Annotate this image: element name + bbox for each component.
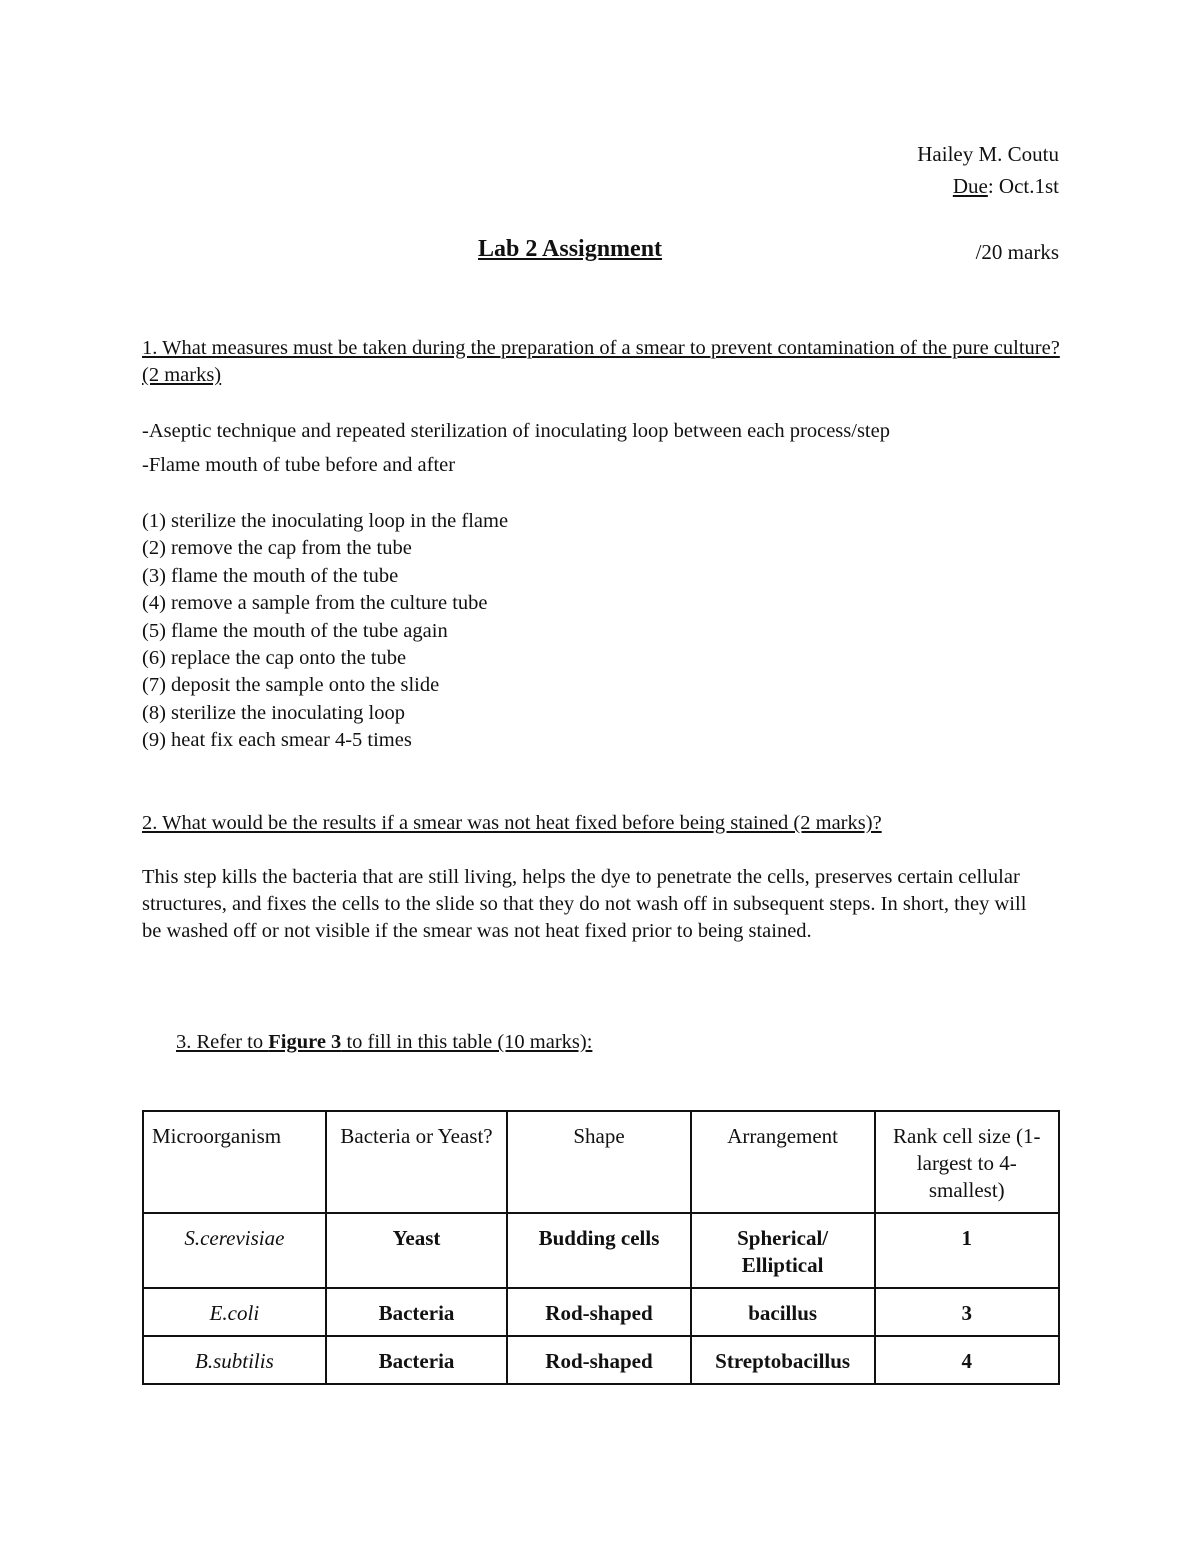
table-row bbox=[143, 1336, 1059, 1384]
table-cell-rank: 3 bbox=[875, 1288, 1059, 1336]
question-3-suffix: to fill in this table (10 marks): bbox=[341, 1031, 593, 1053]
table-cell-type: Bacteria bbox=[326, 1336, 507, 1384]
header-shape: Shape bbox=[507, 1111, 690, 1213]
header-type: Bacteria or Yeast? bbox=[326, 1111, 507, 1213]
due-label: Due bbox=[952, 174, 988, 198]
step-item: (3) flame the mouth of the tube bbox=[142, 564, 399, 587]
header-rank: Rank cell size (1-largest to 4-smallest) bbox=[875, 1111, 1059, 1213]
table-row bbox=[143, 1213, 1059, 1288]
due-date-value: : Oct.1st bbox=[987, 174, 1059, 198]
question-2: 2. What would be the results if a smear was not heat fixed before being stained (2 marks)? bbox=[142, 812, 882, 834]
table-cell-shape: Rod-shaped bbox=[507, 1288, 690, 1336]
procedure-steps bbox=[142, 508, 508, 755]
step-item: (5) flame the mouth of the tube again bbox=[142, 619, 448, 642]
question-3-prefix: 3. Refer to bbox=[176, 1031, 269, 1053]
figure-reference: Figure 3 bbox=[268, 1031, 342, 1053]
total-marks: /20 marks bbox=[975, 240, 1059, 264]
step-item: (9) heat fix each smear 4-5 times bbox=[142, 729, 412, 752]
table-cell-type: Yeast bbox=[326, 1213, 507, 1288]
table-cell-organism: S.cerevisiae bbox=[143, 1213, 326, 1288]
student-name: Hailey M. Coutu bbox=[917, 142, 1059, 166]
results-table bbox=[142, 1110, 1060, 1385]
answer-2: This step kills the bacteria that are still living, helps the dye to penetrate the cells, preserves certain cellular structures, and fixes the cells to the slide so that they do not wash off in subsequent steps. In short, they will be washed off or not visible if the smear was not heat fixed prior to being stained. bbox=[142, 866, 1027, 942]
question-1: 1. What measures must be taken during the preparation of a smear to prevent contamination of the pure culture? (2 marks) bbox=[142, 337, 1060, 386]
table-cell-arrangement: Spherical/ Elliptical bbox=[691, 1213, 875, 1288]
table-cell-shape: Rod-shaped bbox=[507, 1336, 690, 1384]
step-item: (4) remove a sample from the culture tube bbox=[142, 592, 488, 615]
table-cell-rank: 4 bbox=[875, 1336, 1059, 1384]
step-item: (7) deposit the sample onto the slide bbox=[142, 674, 440, 697]
header-microorganism: Microorganism bbox=[143, 1111, 326, 1213]
table-cell-arrangement: bacillus bbox=[691, 1288, 875, 1336]
step-item: (8) sterilize the inoculating loop bbox=[142, 701, 406, 724]
step-item: (2) remove the cap from the tube bbox=[142, 537, 412, 560]
table-cell-arrangement: Streptobacillus bbox=[691, 1336, 875, 1384]
table-cell-organism: E.coli bbox=[143, 1288, 326, 1336]
due-date bbox=[953, 174, 1059, 199]
table-header-row bbox=[143, 1111, 1059, 1213]
answer-1-line-2: -Flame mouth of tube before and after bbox=[142, 454, 456, 476]
step-item: (6) replace the cap onto the tube bbox=[142, 647, 407, 670]
page-title: Lab 2 Assignment bbox=[478, 236, 663, 262]
question-3 bbox=[176, 1029, 592, 1056]
answer-1-line-1: -Aseptic technique and repeated sterilization of inoculating loop between each process/step bbox=[142, 420, 890, 442]
table-cell-shape: Budding cells bbox=[507, 1213, 690, 1288]
table-cell-rank: 1 bbox=[875, 1213, 1059, 1288]
table-row bbox=[143, 1288, 1059, 1336]
header-arrangement: Arrangement bbox=[691, 1111, 875, 1213]
table-cell-type: Bacteria bbox=[326, 1288, 507, 1336]
table-cell-organism: B.subtilis bbox=[143, 1336, 326, 1384]
step-item: (1) sterilize the inoculating loop in the flame bbox=[142, 510, 509, 532]
